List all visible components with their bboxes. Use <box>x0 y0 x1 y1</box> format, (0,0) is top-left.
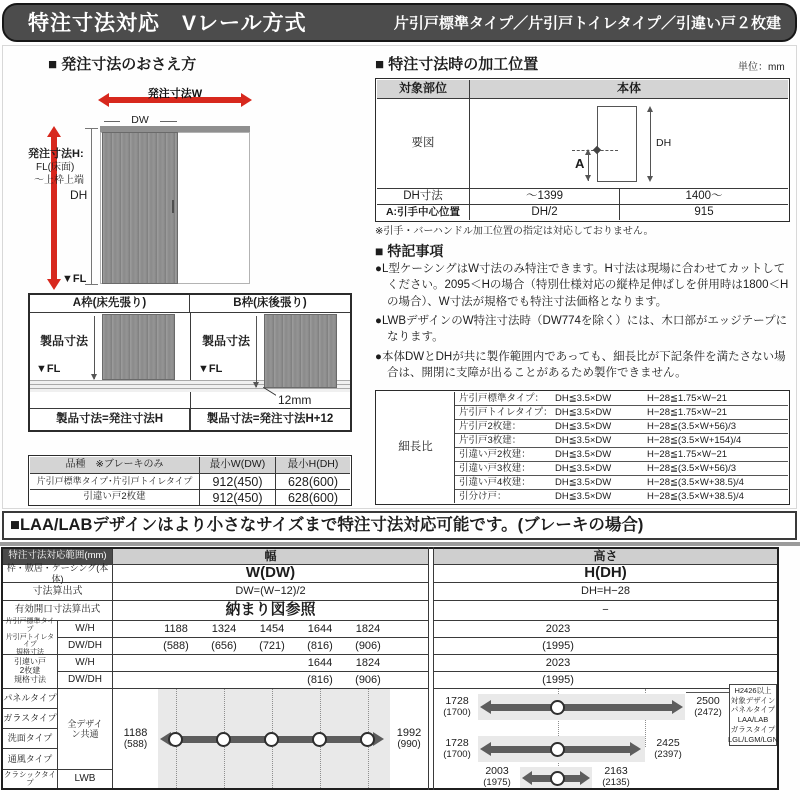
door-panel <box>102 132 178 284</box>
range-std1-label <box>3 617 58 657</box>
machining-door-rect <box>597 106 637 182</box>
range-opening-h: − <box>434 601 777 621</box>
range-calc-h: DH=H−28 <box>434 583 777 601</box>
note-line: LGL/LGM/LGN <box>727 734 779 744</box>
note-leader-line <box>686 692 729 693</box>
h2-max-sub: (2397) <box>654 748 682 760</box>
frame-b-title: B枠(床後張り) <box>190 295 350 313</box>
min-table-row-h: 628(600) <box>287 490 339 505</box>
width-arrow-label: 発注寸法W <box>147 88 203 100</box>
std2-h-dwdh: (1995) <box>542 674 574 687</box>
slender-f2: H−28≦1.75×W−21 <box>647 392 728 404</box>
h1-min-value: 1728 <box>445 694 469 707</box>
frame-b-dim-line <box>256 316 257 387</box>
size-tick-circle <box>168 732 183 747</box>
std1-line2: 片引戸トイレタイプ <box>5 633 55 649</box>
std1-dwdh-value: (656) <box>211 640 237 653</box>
dh-tick-bottom <box>85 284 98 285</box>
range-calc-w: DW=(W−12)/2 <box>113 583 428 601</box>
height-range1-min <box>436 694 478 720</box>
slender-row <box>455 490 788 503</box>
header-bar <box>2 3 797 42</box>
note-line: ガラスタイプ <box>730 724 776 734</box>
range-frame-w: W(DW) <box>113 565 428 583</box>
height-range3-min <box>475 766 519 788</box>
machining-row-dh-v2: 1400〜 <box>620 189 788 205</box>
frame-b-product-label: 製品寸法 <box>202 334 251 348</box>
page-title: 特注寸法対応 Vレール方式 <box>28 12 307 35</box>
order-h-label-2: FL(床面) <box>36 162 75 173</box>
height-range2-max <box>646 736 690 762</box>
note-line: LAA/LAB <box>737 715 769 724</box>
min-table-col-w: 最小W(DW) <box>200 457 276 474</box>
design-row-glass: ガラスタイプ <box>3 709 58 729</box>
width-max-sub: (990) <box>397 739 421 751</box>
std1-wh-value: 1824 <box>355 623 381 636</box>
note-line: 対象デザイン <box>730 695 776 705</box>
std1-wh-value: 1644 <box>307 623 333 636</box>
slender-f1: DH≦3.5×DW <box>555 420 612 432</box>
slender-type: 引違い戸2枚建： <box>459 448 531 460</box>
std2-dwdh-value: (906) <box>355 674 381 687</box>
order-h-label-3: 〜上枠上端 <box>34 175 84 186</box>
slender-f1: DH≦3.5×DW <box>555 476 612 488</box>
height-note-box <box>729 684 777 746</box>
h3-min-sub: (1975) <box>483 776 511 788</box>
size-tick-circle <box>216 732 231 747</box>
width-min-sub: (588) <box>123 739 148 751</box>
size-tick-circle <box>312 732 327 747</box>
slender-f1: DH≦3.5×DW <box>555 448 612 460</box>
range-opening-w: 納まり図参照 <box>113 601 428 621</box>
slender-type: 片引戸標準タイプ： <box>459 392 545 404</box>
range-width-header: 幅 <box>113 549 428 565</box>
h2-min-value: 1728 <box>445 736 469 749</box>
order-h-label-1: 発注寸法H: <box>28 148 84 160</box>
machining-row-dh-label: DH寸法 <box>377 189 470 205</box>
std1-wh-value: 1324 <box>211 623 237 636</box>
range-std1-wh-label: W/H <box>58 621 113 638</box>
std1-wh-value: 1454 <box>259 623 285 636</box>
h1-max-sub: (2472) <box>694 706 722 718</box>
height1-arrow-head-right <box>672 700 683 714</box>
std1-h-dwdh: (1995) <box>542 640 574 653</box>
height2-arrow-head-right <box>630 742 641 756</box>
page-subtitle: 片引戸標準タイプ／片引戸トイレタイプ／引違い戸２枚建 <box>393 15 781 32</box>
range-std2-label <box>3 655 58 689</box>
range-calc-label: 寸法算出式 <box>3 583 113 601</box>
order-fl-label: ▼FL <box>62 273 87 285</box>
frame-a-title: A枠(床先張り) <box>30 295 190 313</box>
design-common-cell: 全デザイン共通 <box>58 689 113 770</box>
slender-f2: H−28≦1.75×W−21 <box>647 448 728 460</box>
machining-a-label: A <box>575 156 585 171</box>
frame-b-formula: 製品寸法=発注寸法H+12 <box>190 408 350 430</box>
machining-row-a-v1: DH/2 <box>470 205 620 220</box>
std1-h-wh: 2023 <box>545 623 571 636</box>
design-lwb-cell: LWB <box>58 770 113 788</box>
range-height-header: 高さ <box>434 549 777 565</box>
std1-dwdh-value: (721) <box>259 640 285 653</box>
range-std2-dwdh-label: DW/DH <box>58 672 113 689</box>
machining-col-part: 対象部位 <box>377 80 470 99</box>
std1-line1: 片引戸標準タイプ <box>5 617 55 633</box>
std2-line1: 引違い戸 <box>14 657 46 667</box>
machining-row-a-v2: 915 <box>694 206 714 219</box>
slender-row-header: 細長比 <box>377 392 455 503</box>
remark-bullet: ●L型ケーシングはW寸法のみ特注できます。H寸法は現場に合わせてカットしてください。2095＜Hの場合（特別仕様対応の縦枠足伸ばしを併用時は1800＜Hの場合）、W寸法が規格でも特注寸法価格となります。 <box>375 263 789 308</box>
dh-label: DH <box>70 188 88 202</box>
min-table-col-h: 最小H(DH) <box>276 457 350 474</box>
size-tick-circle <box>550 742 565 757</box>
offset-label: 12mm <box>278 393 312 407</box>
range-frame-label: 枠・敷居・ケーシング(本体) <box>3 565 113 583</box>
std2-line3: 規格寸法 <box>14 674 46 684</box>
height-range3-max <box>594 766 638 788</box>
slender-f2: H−28≦1.75×W−21 <box>647 406 728 418</box>
machining-dh-arrow-top <box>647 106 653 112</box>
dh-tick-top <box>85 128 98 129</box>
machining-dh-label: DH <box>656 137 672 149</box>
std1-line3: 規格寸法 <box>16 649 44 657</box>
slender-row <box>455 420 788 434</box>
machining-col-body: 本体 <box>470 80 788 99</box>
min-table-row-item: 片引戸標準タイプ･片引戸トイレタイプ <box>30 474 200 490</box>
slender-row <box>455 392 788 406</box>
slender-type: 引違い戸3枚建： <box>459 462 531 474</box>
machining-row-dh-v1: 〜1399 <box>470 189 620 205</box>
slender-f2: H−28≦(3.5×W+56)/3 <box>647 420 737 432</box>
h2-max-value: 2425 <box>656 736 680 749</box>
min-table-row-w: 912(450) <box>200 474 276 490</box>
slender-f2: H−28≦(3.5×W+56)/3 <box>647 462 737 474</box>
frame-b-dim-arrowhead <box>253 382 259 388</box>
range-title-cell: 特注寸法対応範囲(mm) <box>3 549 113 565</box>
laa-banner: ■LAA/LABデザインはより小さなサイズまで特注寸法対応可能です。(ブレーキの場合) <box>2 511 797 540</box>
h1-min-sub: (1700) <box>443 706 471 718</box>
height1-arrow-head-left <box>480 700 491 714</box>
slender-f2: H−28≦(3.5×W+154)/4 <box>647 434 742 446</box>
slender-row <box>455 476 788 490</box>
remarks-heading: ■ 特記事項 <box>375 243 444 259</box>
slender-row <box>455 406 788 420</box>
slender-f1: DH≦3.5×DW <box>555 434 612 446</box>
frame-a-door-panel <box>102 314 175 380</box>
slender-type: 引違い戸4枚建： <box>459 476 531 488</box>
slender-type: 引分け戸： <box>459 490 507 502</box>
size-tick-circle <box>360 732 375 747</box>
height2-arrow-head-left <box>480 742 491 756</box>
width-height-double-border <box>428 547 434 790</box>
std1-dwdh-value: (588) <box>163 640 189 653</box>
design-row-vanity: 洗面タイプ <box>3 729 58 749</box>
std2-dwdh-value: (816) <box>307 674 333 687</box>
machining-dh-arrow-bottom <box>647 176 653 182</box>
remark-bullet: ●本体DWとDHが共に製作範囲内であっても、細長比が下記条件を満たさない場合は、開閉に支障が出ることがあるため製作できません。 <box>375 350 786 379</box>
range-std1-dwdh-label: DW/DH <box>58 638 113 655</box>
frame-a-dim-arrowhead <box>91 374 97 380</box>
slender-f1: DH≦3.5×DW <box>555 392 612 404</box>
size-tick-circle <box>550 771 565 786</box>
dh-dim-line <box>91 128 92 284</box>
design-row-panel: パネルタイプ <box>3 689 58 709</box>
door-handle <box>172 200 174 213</box>
machining-row-a-label: A:引手中心位置 <box>377 205 470 220</box>
height-range1-max <box>687 694 729 720</box>
std2-wh-value: 1824 <box>355 657 381 670</box>
unit-label: 単位：mm <box>738 62 785 73</box>
std1-dwdh-value: (906) <box>355 640 381 653</box>
remarks-list <box>375 261 794 381</box>
slender-rows <box>455 392 788 503</box>
min-table-col-item: 品種 ※ブレーキのみ <box>30 457 200 474</box>
h3-max-value: 2163 <box>604 764 628 777</box>
note-line: パネルタイプ <box>730 705 776 715</box>
design-row-vent: 通風タイプ <box>3 749 58 770</box>
frame-a-dim-line <box>94 316 95 379</box>
range-frame-h: H(DH) <box>434 565 777 583</box>
h3-min-value: 2003 <box>485 764 509 777</box>
frame-b-door-panel <box>264 314 337 388</box>
design-row-classic: クラシックタイプ <box>3 769 57 787</box>
remark-bullet: ●LWBデザインのW特注寸法時（DW774を除く）には、木口部がエッジテープになります。 <box>375 314 788 344</box>
machining-diagram-label: 要図 <box>377 99 470 189</box>
note-line: H2426以上 <box>734 685 772 695</box>
std2-wh-value: 1644 <box>307 657 333 670</box>
range-opening-label: 有効開口寸法算出式 <box>3 601 113 621</box>
h2-min-sub: (1700) <box>443 748 471 760</box>
size-tick-circle <box>264 732 279 747</box>
width-min-value: 1188 <box>123 726 148 739</box>
machining-a-arrow-bottom <box>585 175 591 181</box>
std1-dwdh-value: (816) <box>307 640 333 653</box>
range-std2-wh-label: W/H <box>58 655 113 672</box>
slender-f2: H−28≦(3.5×W+38.5)/4 <box>647 490 744 502</box>
machining-dh-line <box>650 108 651 180</box>
slender-f1: DH≦3.5×DW <box>555 490 612 502</box>
slender-type: 片引戸トイレタイプ： <box>459 406 553 418</box>
h1-max-value: 2500 <box>696 694 720 707</box>
machining-note: ※引手・バーハンドル加工位置の指定は対応しておりません。 <box>375 226 654 237</box>
min-table-row-w: 912(450) <box>200 490 276 505</box>
h3-max-sub: (2135) <box>602 776 630 788</box>
red-width-arrow <box>98 88 252 108</box>
frame-a-fl-label: ▼FL <box>36 363 61 375</box>
size-tick-circle <box>550 700 565 715</box>
width-max-value: 1992 <box>396 726 422 739</box>
machining-heading: ■ 特注寸法時の加工位置 <box>375 56 539 73</box>
height3-arrow-head-right <box>580 771 590 785</box>
dw-label: DW <box>120 114 160 126</box>
width-range-min <box>113 689 158 788</box>
frame-a-formula: 製品寸法=発注寸法H <box>30 408 190 430</box>
frame-a-product-label: 製品寸法 <box>40 334 89 348</box>
slender-row <box>455 434 788 448</box>
min-table-row-h: 628(600) <box>276 474 350 490</box>
std2-line2: 2枚建 <box>19 666 41 676</box>
divider-band <box>0 542 800 546</box>
std2-h-wh: 2023 <box>545 657 571 670</box>
frame-b-fl-label: ▼FL <box>198 363 223 375</box>
height3-arrow-head-left <box>522 771 532 785</box>
width-range-max <box>390 689 428 788</box>
height-range1-arrow <box>490 704 673 711</box>
slender-f2: H−28≦(3.5×W+38.5)/4 <box>647 476 744 488</box>
slender-f1: DH≦3.5×DW <box>555 462 612 474</box>
min-table-row-item: 引違い戸2枚建 <box>30 490 200 505</box>
height-range2-min <box>436 736 478 762</box>
order-section-heading: ■ 発注寸法のおさえ方 <box>48 56 197 73</box>
slender-type: 片引戸3枚建： <box>459 434 522 446</box>
slender-row <box>455 448 788 462</box>
std1-wh-value: 1188 <box>164 623 188 636</box>
slender-f1: DH≦3.5×DW <box>555 406 612 418</box>
slender-type: 片引戸2枚建： <box>459 420 522 432</box>
slender-row <box>455 462 788 476</box>
